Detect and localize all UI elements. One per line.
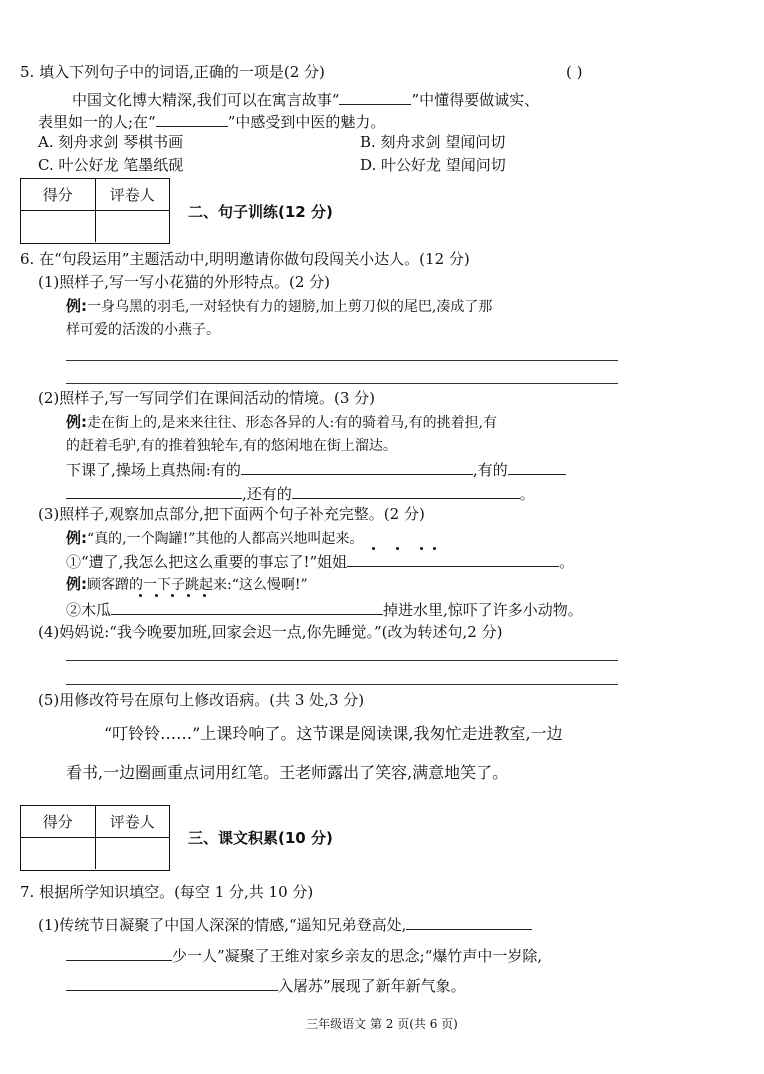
grader-label: 评卷人 — [109, 186, 155, 204]
q6-part3-sentence-2: ②木瓜 掉进水里,惊吓了许多小动物。 — [66, 598, 583, 620]
q6-part3-blank-2[interactable] — [111, 598, 383, 615]
score-cell[interactable] — [21, 211, 96, 242]
q5-title: 5. 填入下列句子中的词语,正确的一项是(2 分) — [20, 63, 325, 81]
q6-part5-text-2[interactable]: 看书,一边圈画重点词用红笔。王老师露出了笑容,满意地笑了。 — [66, 763, 509, 782]
emphasis-dot — [372, 547, 375, 550]
grader-cell[interactable] — [96, 838, 170, 869]
page-footer: 三年级语文 第 2 页(共 6 页) — [306, 1017, 458, 1031]
q5-option-c: C. 叶公好龙 笔墨纸砚 — [38, 156, 184, 174]
q6-part1-example-cont: 样可爱的活泼的小燕子。 — [66, 322, 220, 338]
score-box-2 — [20, 178, 170, 244]
emphasis-dot — [433, 547, 436, 550]
score-label: 得分 — [21, 179, 96, 210]
section-3-title: 三、课文积累(10 分) — [188, 829, 333, 847]
q5-option-b: B. 刻舟求剑 望闻问切 — [360, 133, 506, 151]
emphasis-dot — [139, 594, 142, 597]
q5-option-d: D. 叶公好龙 望闻问切 — [360, 156, 506, 174]
q6-part1-answer-line-1[interactable] — [66, 360, 618, 361]
q6-title: 6. 在“句段运用”主题活动中,明明邀请你做句段闯关小达人。(12 分) — [20, 250, 470, 268]
q7-blank-3[interactable] — [66, 974, 278, 991]
q6-part2: (2)照样子,写一写同学们在课间活动的情境。(3 分) — [38, 389, 376, 407]
q5-answer-paren[interactable]: ( ) — [566, 63, 583, 81]
q6-part3-blank-1[interactable] — [347, 550, 559, 567]
q6-part3-example-2: 例:顾客蹭的一下子跳起来:“这么慢啊!” — [66, 575, 308, 593]
score-box-3 — [20, 805, 170, 871]
q6-part2-blank-3[interactable] — [66, 482, 242, 499]
q6-part4: (4)妈妈说:“我今晚要加班,回家会迟一点,你先睡觉。”(改为转述句,2 分) — [38, 623, 503, 641]
q5-blank-1[interactable] — [339, 88, 411, 105]
emphasis-dot — [203, 594, 206, 597]
score-cell[interactable] — [21, 838, 96, 869]
q6-part4-answer-line-2[interactable] — [66, 684, 618, 685]
emphasis-dot — [187, 594, 190, 597]
q6-part2-example: 例:走在街上的,是来来往往、形态各异的人:有的骑着马,有的挑着担,有 — [66, 413, 498, 431]
q6-part3-sentence-1: ①“遭了,我怎么把这么重要的事忘了!”姐姐 。 — [66, 550, 574, 572]
q6-part2-blank-1[interactable] — [241, 458, 473, 475]
emphasis-dot — [155, 594, 158, 597]
q6-part2-example-cont: 的赶着毛驴,有的推着独轮车,有的悠闲地在街上溜达。 — [66, 438, 397, 454]
grader-cell[interactable] — [96, 211, 170, 242]
q6-part1: (1)照样子,写一写小花猫的外形特点。(2 分) — [38, 273, 331, 291]
q7-blank-2[interactable] — [66, 944, 172, 961]
section-2-title: 二、句子训练(12 分) — [188, 203, 333, 221]
q5-line2: 表里如一的人;在“ ”中感受到中医的魅力。 — [38, 110, 385, 132]
q5-blank-2[interactable] — [156, 110, 228, 127]
q6-part3-example-1: 例:“真的,一个陶罐!”其他的人都高兴地叫起来。 — [66, 529, 364, 547]
q6-part2-blank-2[interactable] — [508, 458, 566, 475]
q7-part1-line3: 入屠苏”展现了新年新气象。 — [66, 974, 466, 996]
q7-title: 7. 根据所学知识填空。(每空 1 分,共 10 分) — [20, 883, 314, 901]
q6-part1-answer-line-2[interactable] — [66, 383, 618, 384]
q5-line1: 中国文化博大精深,我们可以在寓言故事“ ”中懂得要做诚实、 — [72, 88, 539, 110]
q6-part4-answer-line-1[interactable] — [66, 660, 618, 661]
q6-part1-example: 例:一身乌黑的羽毛,一对轻快有力的翅膀,加上剪刀似的尾巴,凑成了那 — [66, 297, 493, 315]
q6-part2-blank-4[interactable] — [292, 482, 520, 499]
q6-part2-fill-line1: 下课了,操场上真热闹:有的 ,有的 — [66, 458, 566, 480]
grader-label: 评卷人 — [109, 813, 155, 831]
score-label: 得分 — [21, 806, 96, 837]
q7-blank-1[interactable] — [406, 913, 532, 930]
emphasis-dot — [396, 547, 399, 550]
q7-part1-line2: 少一人”凝聚了王维对家乡亲友的思念;“爆竹声中一岁除, — [66, 944, 542, 966]
emphasis-dot — [171, 594, 174, 597]
q5-option-a: A. 刻舟求剑 琴棋书画 — [38, 133, 184, 151]
q6-part5-text-1[interactable]: “叮铃铃……”上课玲响了。这节课是阅读课,我匆忙走进教室,一边 — [104, 724, 563, 743]
q7-part1-line1: (1)传统节日凝聚了中国人深深的情感,“遥知兄弟登高处, — [38, 913, 532, 935]
emphasis-dot — [420, 547, 423, 550]
q6-part5: (5)用修改符号在原句上修改语病。(共 3 处,3 分) — [38, 691, 365, 709]
q6-part2-fill-line2: ,还有的 。 — [66, 482, 535, 504]
q6-part3: (3)照样子,观察加点部分,把下面两个句子补充完整。(2 分) — [38, 505, 425, 523]
